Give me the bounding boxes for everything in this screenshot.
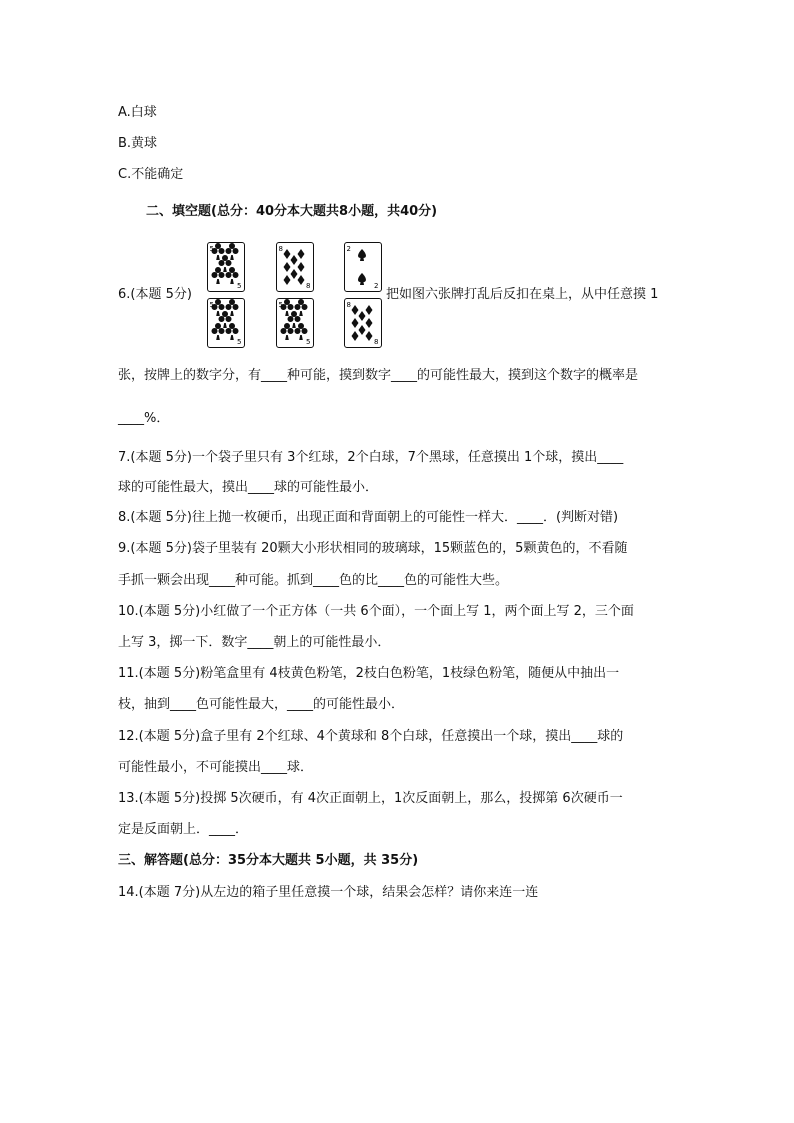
diamond-icon [284, 275, 291, 285]
q13-line1: 13.(本题 5分)投掷 5次硬币，有 4次正面朝上，1次反面朝上，那么，投掷第 6次硬币一 [118, 791, 623, 806]
diamond-icon [352, 305, 359, 315]
spade-icon [358, 249, 366, 261]
diamond-icon [366, 318, 373, 328]
playing-card [276, 298, 314, 348]
q6-line2: 张，按牌上的数字分，有____种可能，摸到数字____的可能性最大，摸到这个数字的概率是 [118, 368, 639, 383]
diamond-icon [366, 331, 373, 341]
diamond-icon [359, 311, 366, 321]
playing-card [276, 242, 314, 292]
card-rank: 2 [374, 282, 379, 290]
q9-line2: 手抓一颗会出现____种可能。抓到____色的比____色的可能性大些。 [118, 573, 509, 588]
diamond-icon [359, 325, 366, 335]
club-icon [212, 267, 225, 284]
card-rank: 5 [278, 301, 283, 309]
card-rank: 2 [346, 245, 351, 253]
option-a: A.白球 [118, 105, 157, 120]
card-rank: 8 [278, 245, 283, 253]
card-face [277, 299, 312, 346]
card-rank: 5 [209, 301, 214, 309]
diamond-icon [298, 249, 305, 259]
card-rank: 5 [306, 338, 311, 346]
option-c: C.不能确定 [118, 167, 184, 182]
option-b: B.黄球 [118, 136, 158, 151]
q6-prefix: 6.(本题 5分) [118, 287, 192, 302]
q12-line1: 12.(本题 5分)盒子里有 2个红球、4个黄球和 8个白球，任意摸出一个球，摸出____球的 [118, 729, 624, 744]
card-face [277, 243, 312, 290]
q13-line2: 定是反面朝上．____． [118, 822, 249, 837]
section-heading-answer: 三、解答题(总分：35分本大题共 5小题，共 35分) [118, 853, 419, 868]
q10-line2: 上写 3，掷一下．数字____朝上的可能性最小． [118, 635, 391, 650]
diamond-icon [366, 305, 373, 315]
diamond-icon [298, 262, 305, 272]
diamond-icon [352, 318, 359, 328]
q12-line2: 可能性最小，不可能摸出____球． [118, 760, 314, 775]
card-rank: 8 [346, 301, 351, 309]
q9-line1: 9.(本题 5分)袋子里装有 20颗大小形状相同的玻璃球，15颗蓝色的，5颗黄色的，不看随 [118, 541, 628, 556]
card-face [208, 243, 243, 290]
q6-text-right: 把如图六张牌打乱后反扣在桌上，从中任意摸 1 [386, 287, 659, 302]
q10-line1: 10.(本题 5分)小红做了一个正方体（一共 6个面），一个面上写 1，两个面上写 2，三个面 [118, 604, 634, 619]
card-face [208, 299, 243, 346]
playing-card [207, 298, 245, 348]
spade-icon [358, 273, 366, 285]
card-rank: 5 [237, 338, 242, 346]
card-rank: 5 [209, 245, 214, 253]
q6-line3: ____%． [118, 411, 170, 426]
playing-card [207, 242, 245, 292]
diamond-icon [298, 275, 305, 285]
playing-card [344, 242, 382, 292]
card-face [345, 299, 380, 346]
card-rank: 8 [374, 338, 379, 346]
diamond-icon [352, 331, 359, 341]
diamond-icon [291, 255, 298, 265]
q11-line1: 11.(本题 5分)粉笔盒里有 4枝黄色粉笔，2枝白色粉笔，1枝绿色粉笔，随便从中抽出一 [118, 666, 620, 681]
q8-line1: 8.(本题 5分)往上抛一枚硬币，出现正面和背面朝上的可能性一样大．____．(判断对错) [118, 510, 619, 525]
section-heading-fill-blank: 二、填空题(总分：40分本大题共8小题，共40分) [146, 204, 438, 219]
q7-line1: 7.(本题 5分)一个袋子里只有 3个红球，2个白球，7个黑球，任意摸出 1个球，摸出____ [118, 450, 624, 465]
card-face [345, 243, 380, 290]
playing-card [344, 298, 382, 348]
club-icon [212, 323, 225, 340]
q7-line2: 球的可能性最大，摸出____球的可能性最小． [118, 480, 379, 495]
card-rank: 5 [237, 282, 242, 290]
q11-line2: 枝，抽到____色可能性最大，____的可能性最小． [118, 697, 405, 712]
club-icon [281, 323, 294, 340]
card-rank: 8 [306, 282, 311, 290]
diamond-icon [291, 269, 298, 279]
diamond-icon [284, 249, 291, 259]
diamond-icon [284, 262, 291, 272]
q14-line1: 14.(本题 7分)从左边的箱子里任意摸一个球，结果会怎样？请你来连一连 [118, 885, 539, 900]
